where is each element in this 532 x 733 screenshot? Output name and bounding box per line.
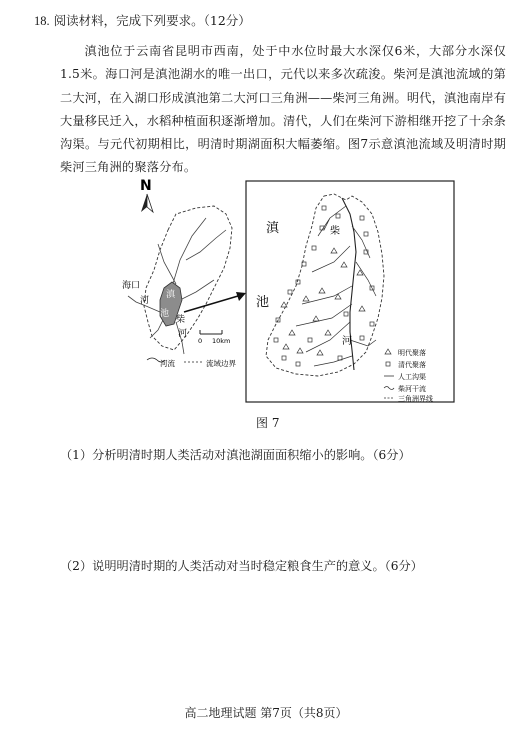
label-detail-chai: 柴 xyxy=(330,226,340,237)
sub-question-1: （1）分析明清时期人类活动对滇池湖面面积缩小的影响。（6分） xyxy=(60,448,411,462)
question-number: 18. xyxy=(34,14,50,28)
page-footer: 高二地理试题 第7页（共8页） xyxy=(184,706,348,720)
ming-settlements xyxy=(281,248,365,355)
label-overview-dian: 滇 xyxy=(166,290,176,300)
square-icon xyxy=(386,362,390,366)
figure-caption: 图 7 xyxy=(256,416,280,430)
scale-bar xyxy=(198,330,230,345)
legend-boundary-label: 流域边界 xyxy=(206,359,236,368)
label-detail-he: 河 xyxy=(342,336,352,347)
label-detail-dian: 滇 xyxy=(266,221,280,236)
legend-qing-label: 清代聚落 xyxy=(398,361,426,369)
question-prompt: 阅读材料，完成下列要求。（12分） xyxy=(53,13,251,28)
legend-river-label: 河流 xyxy=(160,359,175,368)
detail-map xyxy=(256,194,433,403)
basin-boundary xyxy=(144,206,232,350)
scale-distance: 10km xyxy=(212,337,231,345)
triangle-icon xyxy=(385,349,391,354)
detail-legend xyxy=(384,348,433,403)
label-haikou: 海口 xyxy=(122,281,141,291)
label-haikou-he: 河 xyxy=(140,296,150,306)
sub-question-2: （2）说明明清时期的人类活动对当时稳定粮食生产的意义。（6分） xyxy=(60,559,423,573)
label-overview-chi: 池 xyxy=(160,309,170,319)
label-overview-chai: 柴 xyxy=(176,315,186,325)
scale-zero: 0 xyxy=(198,337,203,345)
qing-settlements xyxy=(274,206,374,366)
legend-river-main-label: 柴河干流 xyxy=(398,385,426,393)
material-paragraph: 滇池位于云南省昆明市西南，处于中水位时最大水深仅6米，大部分水深仅1.5米。海口河是滇池湖水的唯一出口，元代以来多次疏浚。柴河是滇池流域的第二大河，在入湖口形成滇池第二大河口三角洲——柴河三角洲。明代，滇池南岸有大量移民迁入，水稻种植面积逐渐增加。清代，人们在柴河下游相继开挖了十余条沟渠。与元代初期相比，明清时期湖面积大幅萎缩。图7示意滇池流域及明清时期柴河三角洲的聚落分布。 xyxy=(60,44,506,175)
legend-ming-label: 明代聚落 xyxy=(398,349,426,357)
north-arrow-icon xyxy=(140,178,153,212)
overview-map xyxy=(122,206,246,368)
overview-legend xyxy=(147,358,236,368)
label-overview-chai-he: 河 xyxy=(178,329,188,339)
label-detail-chi: 池 xyxy=(256,295,270,310)
pointer-arrow xyxy=(184,296,238,312)
north-label: N xyxy=(140,178,152,194)
legend-delta-label: 三角洲界线 xyxy=(398,395,433,403)
legend-canal-label: 人工沟渠 xyxy=(398,373,426,381)
